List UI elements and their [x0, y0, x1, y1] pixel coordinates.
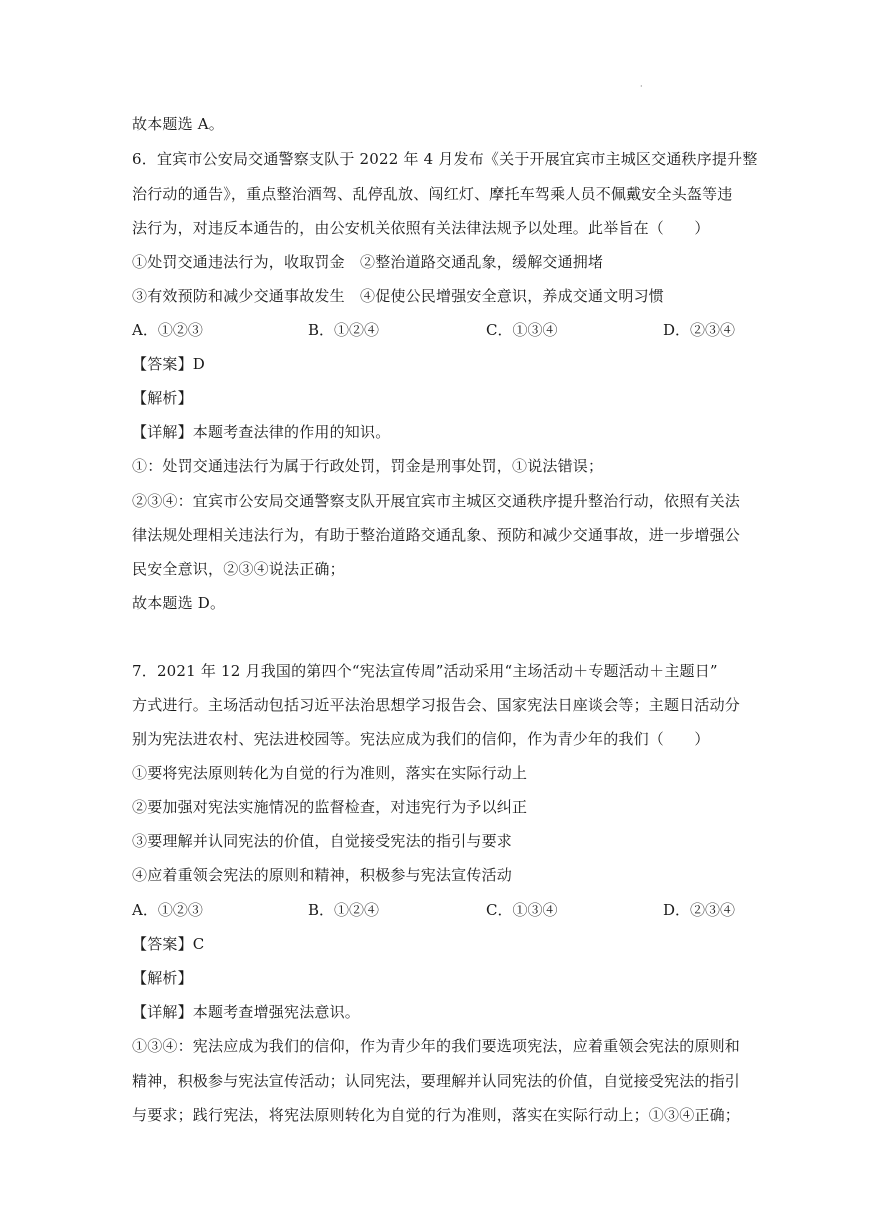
- q6-option-d: D．②③④: [663, 321, 736, 339]
- header-mark: ·: [640, 82, 643, 91]
- q6-detail-line: ②③④：宜宾市公安局交通警察支队开展宜宾市主城区交通秩序提升整治行动，依照有关法: [132, 492, 741, 510]
- q6-statement: ③有效预防和减少交通事故发生 ④促使公民增强安全意识，养成交通文明习惯: [132, 287, 665, 305]
- q7-stem-line: 方式进行。主场活动包括习近平法治思想学习报告会、国家宪法日座谈会等；主题日活动分: [132, 696, 741, 714]
- q6-analysis-label: 【解析】: [132, 389, 193, 407]
- q6-detail-line: ①：处罚交通违法行为属于行政处罚，罚金是刑事处罚，①说法错误；: [132, 457, 604, 475]
- q6-stem-line: 法行为，对违反本通告的，由公安机关依照有关法律法规予以处理。此举旨在（ ）: [132, 219, 710, 237]
- q7-statement: ②要加强对宪法实施情况的监督检查，对违宪行为予以纠正: [132, 798, 528, 816]
- q7-detail-line: 与要求；践行宪法，将宪法原则转化为自觉的行为准则，落实在实际行动上；①③④正确；: [132, 1106, 741, 1124]
- q6-option-a: A．①②③: [132, 321, 203, 339]
- q7-option-b: B．①②④: [308, 901, 380, 919]
- q7-statement: ①要将宪法原则转化为自觉的行为准则，落实在实际行动上: [132, 764, 528, 782]
- q6-detail-line: 民安全意识，②③④说法正确；: [132, 560, 345, 578]
- q7-detail-line: 精神，积极参与宪法宣传活动；认同宪法，要理解并认同宪法的价值，自觉接受宪法的指引: [132, 1072, 741, 1090]
- q6-answer: 【答案】D: [132, 355, 206, 373]
- q6-detail-line: 【详解】本题考查法律的作用的知识。: [132, 423, 391, 441]
- q6-stem-line: 6．宜宾市公安局交通警察支队于 2022 年 4 月发布《关于开展宜宾市主城区交通秩序提升整: [132, 150, 758, 168]
- q7-answer: 【答案】C: [132, 935, 205, 953]
- q7-detail-line: ①③④：宪法应成为我们的信仰，作为青少年的我们要选项宪法，应着重领会宪法的原则和: [132, 1037, 741, 1055]
- q6-conclusion: 故本题选 D。: [132, 594, 226, 612]
- q7-statement: ④应着重领会宪法的原则和精神，积极参与宪法宣传活动: [132, 866, 513, 884]
- q7-detail-line: 【详解】本题考查增强宪法意识。: [132, 1003, 361, 1021]
- q7-option-c: C．①③④: [486, 901, 558, 919]
- q7-stem-line: 别为宪法进农村、宪法进校园等。宪法应成为我们的信仰，作为青少年的我们（ ）: [132, 730, 710, 748]
- q6-detail-line: 律法规处理相关违法行为，有助于整治道路交通乱象、预防和减少交通事故，进一步增强公: [132, 526, 741, 544]
- q6-option-c: C．①③④: [486, 321, 558, 339]
- q6-statement: ①处罚交通违法行为，收取罚金 ②整治道路交通乱象，缓解交通拥堵: [132, 253, 604, 271]
- q6-option-b: B．①②④: [308, 321, 380, 339]
- q7-analysis-label: 【解析】: [132, 969, 193, 987]
- q7-option-d: D．②③④: [663, 901, 736, 919]
- q7-option-a: A．①②③: [132, 901, 203, 919]
- q7-stem-line: 7．2021 年 12 月我国的第四个“宪法宣传周”活动采用“主场活动＋专题活动＋主题日”: [132, 662, 718, 680]
- q5-conclusion: 故本题选 A。: [132, 115, 225, 133]
- q7-statement: ③要理解并认同宪法的价值，自觉接受宪法的指引与要求: [132, 832, 513, 850]
- q6-stem-line: 治行动的通告》，重点整治酒驾、乱停乱放、闯红灯、摩托车驾乘人员不佩戴安全头盔等违: [132, 185, 733, 203]
